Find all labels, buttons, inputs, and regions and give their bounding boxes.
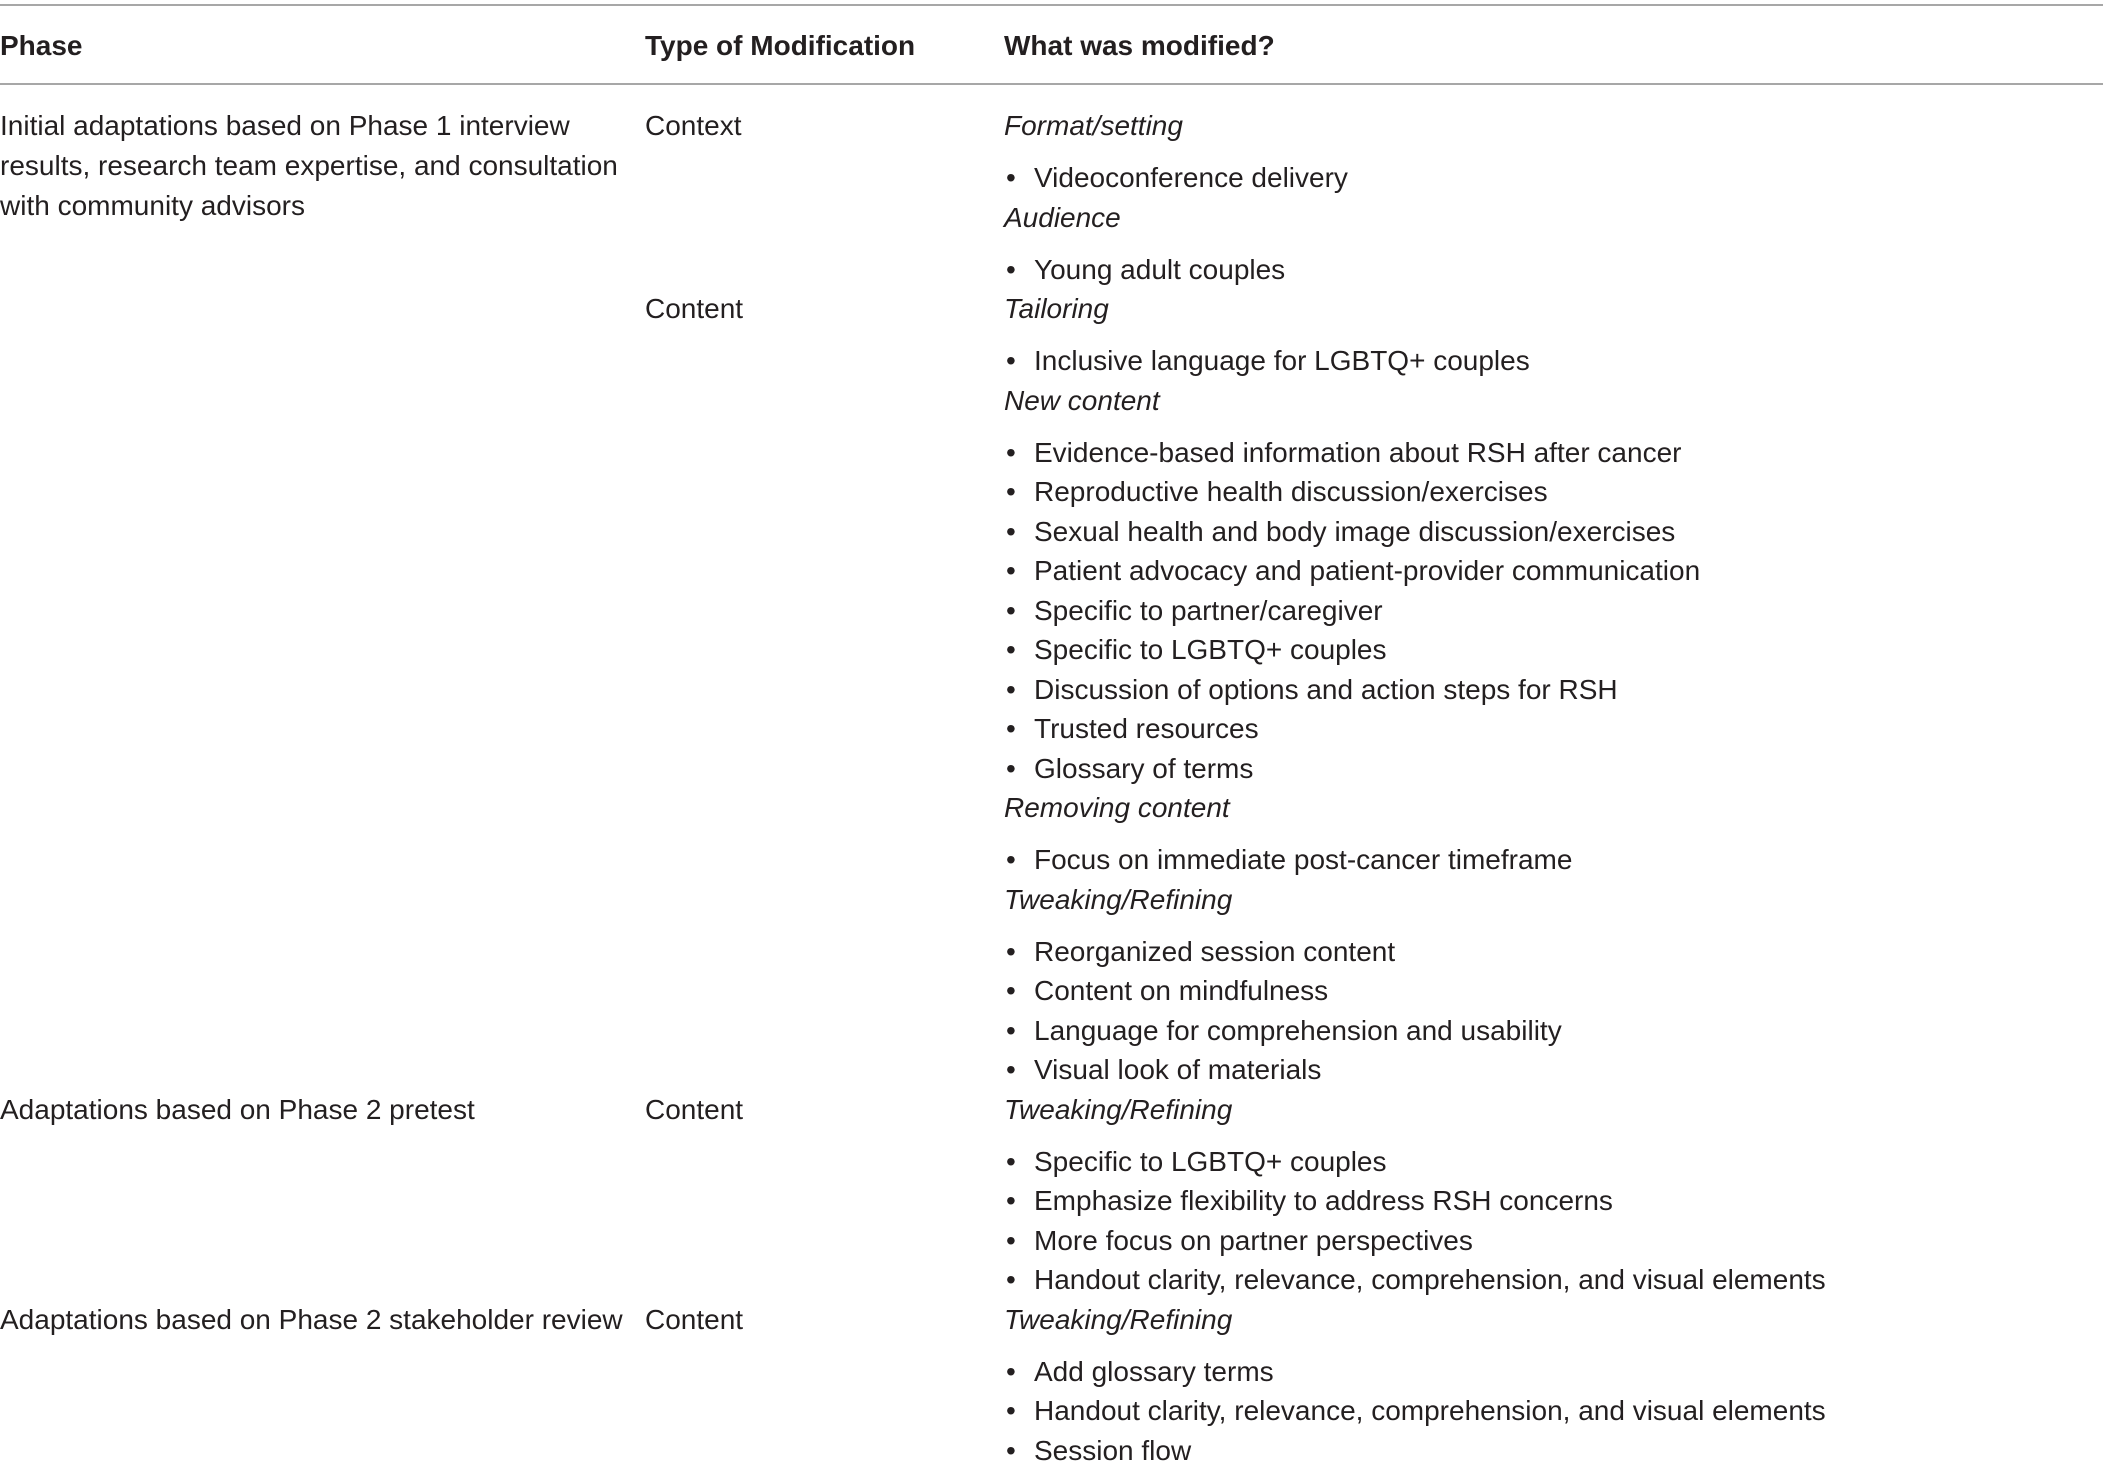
list-item-text: Reproductive health discussion/exercises — [1034, 476, 1548, 507]
list-item-text: Specific to LGBTQ+ couples — [1034, 634, 1387, 665]
modification-item-list — [1004, 1142, 2099, 1300]
list-item — [1004, 1352, 2099, 1392]
bullet-icon: • — [1006, 1145, 1016, 1177]
modification-category: New content — [1004, 384, 1160, 416]
list-item-text: Language for comprehension and usability — [1034, 1014, 1562, 1046]
phase-cell: Initial adaptations based on Phase 1 interview results, research team expertise, and consultation with community advisors — [0, 110, 618, 221]
list-item — [1004, 1011, 2099, 1051]
list-item-text: Specific to LGBTQ+ couples — [1034, 1145, 1387, 1177]
list-item-text: Add glossary terms — [1034, 1355, 1274, 1387]
list-item-text: Handout clarity, relevance, comprehension, and visual elements — [1034, 1395, 1826, 1426]
list-item — [1004, 1181, 2099, 1221]
bullet-icon: • — [1006, 1014, 1016, 1046]
list-item-text: Videoconference delivery — [1034, 162, 1348, 193]
list-item — [1004, 158, 2099, 198]
list-item — [1004, 630, 2099, 670]
modification-block — [1004, 1090, 2099, 1300]
list-item-text: Young adult couples — [1034, 253, 1286, 285]
list-item — [1004, 932, 2099, 972]
modification-category: Tweaking/Refining — [1004, 883, 1233, 915]
header-phase: Phase — [0, 30, 83, 61]
modification-item-list — [1004, 158, 2099, 198]
list-item-text: Inclusive language for LGBTQ+ couples — [1034, 345, 1530, 376]
list-item-text: Discussion of options and action steps for RSH — [1034, 673, 1618, 705]
list-item-text: Focus on immediate post-cancer timeframe — [1034, 844, 1573, 875]
list-item-text: Specific to partner/caregiver — [1034, 594, 1383, 626]
table-row — [0, 1300, 2103, 1471]
header-bottom-rule — [0, 83, 2103, 85]
modification-block — [1004, 289, 2099, 381]
modification-category: Removing content — [1004, 792, 1230, 823]
bullet-icon: • — [1006, 634, 1016, 665]
bullet-icon: • — [1006, 1355, 1016, 1387]
bullet-icon: • — [1006, 345, 1016, 376]
list-item — [1004, 749, 2099, 789]
modification-block — [1004, 106, 2099, 198]
modification-details-cell — [1004, 289, 2099, 1090]
list-item — [1004, 250, 2099, 290]
list-item-text: Sexual health and body image discussion/exercises — [1034, 515, 1676, 547]
list-item — [1004, 512, 2099, 552]
bullet-icon: • — [1006, 594, 1016, 626]
list-item-text: Visual look of materials — [1034, 1054, 1322, 1085]
list-item — [1004, 551, 2099, 591]
list-item-text: Glossary of terms — [1034, 752, 1254, 784]
bullet-icon: • — [1006, 975, 1016, 1006]
header-type-of-modification: Type of Modification — [645, 30, 916, 61]
list-item — [1004, 433, 2099, 473]
modification-item-list — [1004, 932, 2099, 1090]
list-item-text: Trusted resources — [1034, 713, 1259, 744]
table-top-rule — [0, 4, 2103, 6]
bullet-icon: • — [1006, 1434, 1016, 1466]
list-item-text: Reorganized session content — [1034, 935, 1396, 967]
modification-category: Audience — [1004, 201, 1121, 233]
modification-block — [1004, 198, 2099, 290]
modification-block — [1004, 880, 2099, 1090]
modification-details-cell — [1004, 106, 2099, 289]
bullet-icon: • — [1006, 253, 1016, 285]
bullet-icon: • — [1006, 555, 1016, 586]
modification-block — [1004, 788, 2099, 880]
list-item-text: More focus on partner perspectives — [1034, 1224, 1473, 1256]
bullet-icon: • — [1006, 1185, 1016, 1216]
phase-cell: Adaptations based on Phase 2 stakeholder review — [0, 1303, 623, 1335]
modification-type-cell: Context — [645, 110, 742, 141]
bullet-icon: • — [1006, 436, 1016, 468]
list-item-text: Handout clarity, relevance, comprehension, and visual elements — [1034, 1264, 1826, 1295]
bullet-icon: • — [1006, 752, 1016, 784]
modification-category: Tweaking/Refining — [1004, 1093, 1233, 1125]
modification-type-cell: Content — [645, 1303, 744, 1335]
bullet-icon: • — [1006, 162, 1016, 193]
table-row — [0, 1090, 2103, 1300]
table-row — [0, 106, 2103, 1090]
modification-item-list — [1004, 250, 2099, 290]
list-item — [1004, 1142, 2099, 1182]
modification-details-cell — [1004, 1090, 2099, 1300]
table-body — [0, 106, 2103, 1470]
list-item — [1004, 1391, 2099, 1431]
phase-cell: Adaptations based on Phase 2 pretest — [0, 1093, 475, 1125]
modification-item-list — [1004, 840, 2099, 880]
list-item — [1004, 971, 2099, 1011]
bullet-icon: • — [1006, 1264, 1016, 1295]
bullet-icon: • — [1006, 713, 1016, 744]
modification-type-cell: Content — [645, 1093, 744, 1125]
bullet-icon: • — [1006, 844, 1016, 875]
list-item — [1004, 670, 2099, 710]
list-item-text: Emphasize flexibility to address RSH concerns — [1034, 1185, 1613, 1216]
list-item — [1004, 1260, 2099, 1300]
list-item-text: Session flow — [1034, 1434, 1192, 1466]
list-item — [1004, 341, 2099, 381]
bullet-icon: • — [1006, 476, 1016, 507]
list-item-text: Evidence-based information about RSH after cancer — [1034, 436, 1682, 468]
modification-category: Tailoring — [1004, 293, 1109, 324]
bullet-icon: • — [1006, 1395, 1016, 1426]
modification-category: Format/setting — [1004, 110, 1183, 141]
bullet-icon: • — [1006, 935, 1016, 967]
bullet-icon: • — [1006, 673, 1016, 705]
modification-block — [1004, 1300, 2099, 1471]
list-item — [1004, 591, 2099, 631]
modification-block — [1004, 381, 2099, 789]
list-item-text: Patient advocacy and patient-provider communication — [1034, 555, 1701, 586]
bullet-icon: • — [1006, 515, 1016, 547]
bullet-icon: • — [1006, 1054, 1016, 1085]
list-item — [1004, 472, 2099, 512]
list-item — [1004, 709, 2099, 749]
modification-item-list — [1004, 341, 2099, 381]
modification-details-cell — [1004, 1300, 2099, 1471]
list-item — [1004, 1221, 2099, 1261]
modification-item-list — [1004, 1352, 2099, 1471]
modification-type-cell: Content — [645, 293, 744, 324]
list-item — [1004, 1431, 2099, 1471]
list-item-text: Content on mindfulness — [1034, 975, 1329, 1006]
table-header-row — [0, 28, 2103, 64]
modification-item-list — [1004, 433, 2099, 789]
list-item — [1004, 840, 2099, 880]
modification-category: Tweaking/Refining — [1004, 1303, 1233, 1335]
header-what-was-modified: What was modified? — [1004, 30, 1275, 61]
bullet-icon: • — [1006, 1224, 1016, 1256]
list-item — [1004, 1050, 2099, 1090]
